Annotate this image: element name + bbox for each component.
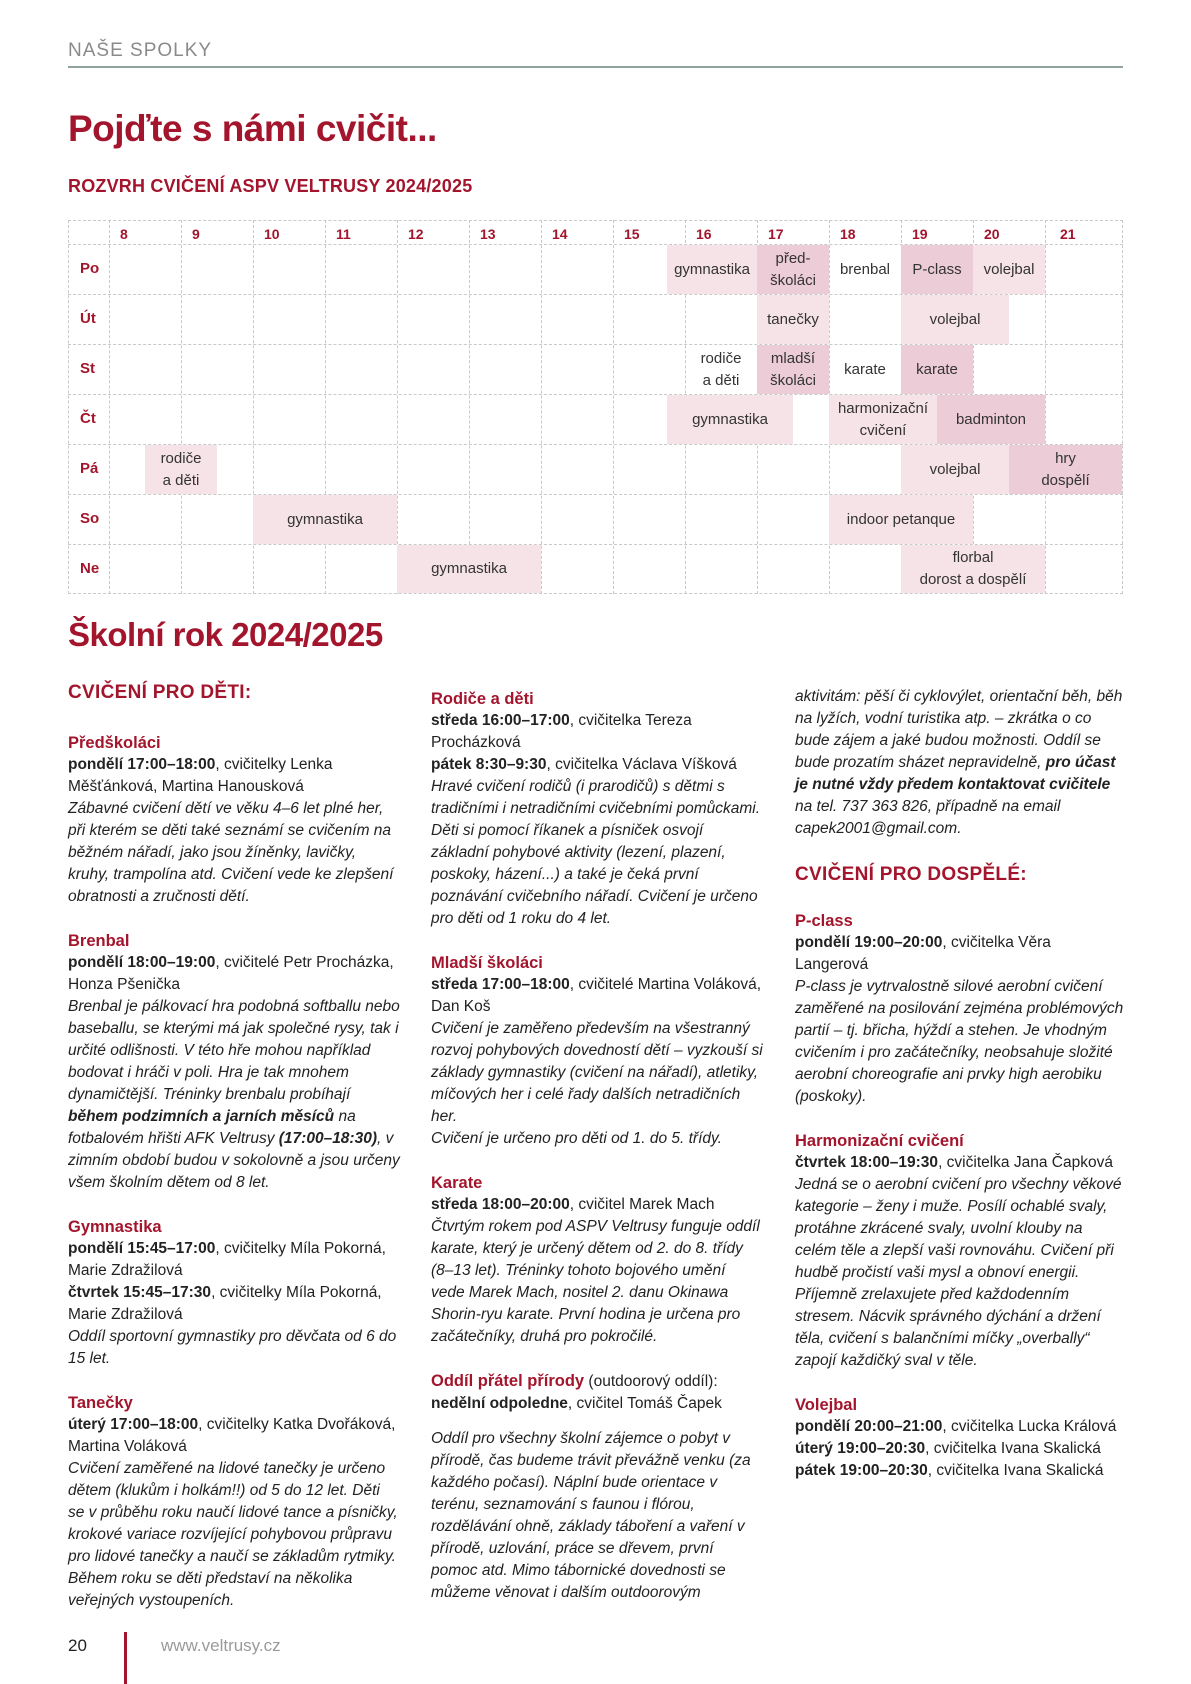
hour-label: 18 [840, 226, 856, 242]
description-text: aktivitám: pěší či cyklovýlet, orientační běh, běh na lyžích, vodní turistika atp. – zkrátka o co bude zájem a jaké budou možnosti. Oddíl se bude prozatím sházet nepravidelně, [795, 688, 1123, 771]
schedule-block [829, 345, 901, 394]
activity-description [431, 1428, 763, 1604]
activity-schedule [431, 974, 763, 1018]
column-2 [431, 688, 763, 1415]
activity-description [431, 1018, 763, 1128]
block-label: školáci [770, 271, 816, 289]
footer-divider [124, 1632, 127, 1684]
description-emphasis: během podzimních a jarních měsíců [68, 1108, 335, 1125]
schedule-block [685, 345, 757, 394]
activity-name: Karate [431, 1174, 483, 1192]
schedule-block [937, 395, 1045, 444]
page-title: Pojďte s námi cvičit... [68, 108, 437, 149]
block-label: gymnastika [692, 410, 768, 428]
hour-label: 9 [192, 226, 200, 242]
pratele-description-wrap [431, 1428, 763, 1604]
schedule-block [253, 495, 397, 544]
description-text: Zábavné cvičení dětí ve věku 4–6 let plné her, při kterém se děti také seznámí se cvičením na běžném nářadí, jako jsou žíněnky, lavičky, kruhy, trampolína atd. Cvičení vede ke zlepšení obratnosti a zručnosti dětí. [68, 800, 394, 905]
grid-line [469, 220, 470, 594]
section-label: NAŠE SPOLKY [68, 40, 213, 61]
schedule-block [667, 395, 793, 444]
block-label: florbal [952, 549, 994, 566]
activity-name: Tanečky [68, 1394, 133, 1412]
block-label: gymnastika [431, 560, 507, 577]
schedule-block [829, 495, 973, 544]
activity-schedule [68, 1238, 400, 1282]
activity-time: pondělí 15:45–17:00 [68, 1240, 216, 1257]
activity-schedule [795, 1460, 1127, 1482]
activity-trainers: , cvičitelka Tereza Procházková [431, 712, 692, 751]
hour-label: 16 [696, 226, 712, 242]
description-text: na fotbalovém hřišti AFK Veltrusy [68, 1108, 356, 1147]
day-label: Čt [80, 410, 96, 427]
activity-time: středa 16:00–17:00 [431, 712, 570, 729]
block-label: badminton [955, 410, 1027, 428]
activity-time: úterý 17:00–18:00 [68, 1416, 199, 1433]
grid-line [1122, 220, 1123, 594]
activity-trainers: , cvičitelka Věra Langerová [795, 934, 1051, 973]
activity-description [431, 776, 763, 930]
block-label: brenbal [839, 260, 891, 278]
activity-time: středa 18:00–20:00 [431, 1196, 570, 1213]
grid-line [397, 220, 398, 594]
grid-line [541, 220, 542, 594]
activity-time: pátek 19:00–20:30 [795, 1462, 928, 1479]
description-text: Jedná se o aerobní cvičení pro všechny věkové kategorie – ženy i muže. Posílí ochablé svaly, protáhne zkrácené svaly, uvolní klouby na celém těle a zlepší vaši rovnováhu. Cvičení při hudbě pročistí vaši mysl a obnoví energii. Příjemně zrelaxujete před každodenním stresem. Nácvik správného dýchání a držení těla, cvičení s balančními míčky „overbally“ zapojí každičký sval v těle. [795, 1176, 1122, 1369]
grid-line [68, 220, 1123, 221]
schedule-block [829, 245, 901, 294]
block-label: karate [844, 360, 886, 378]
block-label: indoor petanque [846, 510, 956, 528]
activity-description [431, 1216, 763, 1348]
activity-time: pondělí 17:00–18:00 [68, 756, 216, 773]
grid-line [613, 220, 614, 594]
day-label: Pá [80, 460, 99, 477]
activity-description [68, 996, 400, 1194]
block-label: mladší [770, 349, 816, 367]
description-text: Oddíl sportovní gymnastiky pro děvčata od 6 do 15 let. [68, 1328, 397, 1367]
block-label: volejbal [929, 310, 981, 328]
page-number: 20 [68, 1636, 87, 1655]
schedule-block [901, 245, 973, 294]
activity-time: středa 17:00–18:00 [431, 976, 570, 993]
activity-name: Rodiče a děti [431, 690, 534, 708]
block-label: karate [916, 360, 958, 378]
schedule-block [973, 245, 1045, 294]
schedule-table [68, 220, 1123, 594]
block-label: dospělí [1041, 471, 1090, 489]
block-label: volejbal [983, 260, 1035, 278]
activity-trainers: , cvičitelka Lucka Králová [942, 1418, 1117, 1435]
grid-line [181, 220, 182, 594]
block-label: rodiče [700, 349, 742, 367]
activity-trainers: , cvičitel Marek Mach [569, 1196, 715, 1213]
schedule-block [901, 445, 1009, 494]
activity-time: pondělí 19:00–20:00 [795, 934, 943, 951]
activity-schedule [431, 1194, 763, 1216]
activity-description [68, 1458, 400, 1612]
hour-label: 15 [624, 226, 640, 242]
activity-trainers: , cvičitelka Václava Víšková [546, 756, 737, 773]
hour-label: 19 [912, 226, 928, 242]
activity-trainers: , cvičitelky Míla Pokorná, Marie Zdražilová [68, 1240, 386, 1279]
schedule-block [1009, 445, 1122, 494]
block-label: rodiče [160, 449, 202, 467]
grid-line [68, 593, 1123, 594]
block-label: harmonizační [837, 399, 929, 417]
schedule-block [667, 245, 757, 294]
activity-time: nedělní odpoledne [431, 1395, 568, 1412]
activity-trainers: , cvičitelka Ivana Skalická [925, 1440, 1101, 1457]
block-label: školáci [770, 371, 816, 389]
hour-label: 21 [1060, 226, 1076, 242]
schedule-block [829, 395, 937, 444]
day-label: St [80, 360, 95, 377]
kids-heading: CVIČENÍ PRO DĚTI: [68, 682, 252, 703]
block-label: gymnastika [674, 260, 750, 278]
hour-label: 14 [552, 226, 568, 242]
header-rule [68, 66, 1123, 68]
activity-trainers: , cvičitelka Jana Čapková [938, 1154, 1113, 1171]
block-label: a děti [162, 471, 200, 489]
schedule-block [757, 295, 829, 344]
description-text: Brenbal je pálkovací hra podobná softballu nebo baseballu, se kterými má jak společné rysy, tak i určité odlišnosti. V této hře mohou například bodovat i hráči v poli. Hra je tak mnohem dynamičtější. Tréninky brenbalu probíhají [68, 998, 400, 1103]
activity-name: Brenbal [68, 932, 130, 950]
activity-description [68, 798, 400, 908]
block-label: volejbal [929, 460, 981, 478]
activity-schedule [795, 1416, 1127, 1438]
activity-schedule [68, 1282, 400, 1326]
description-text: Hravé cvičení rodičů (i prarodičů) s dětmi s tradičními i netradičními cvičebními pomůckami. Děti si pomocí říkanek a písniček osvojí základní pohybové aktivity (lezení, plazení, poskoky, házení...) a také je čeká první poznávání cvičebního nářadí. Cvičení je určeno pro děti od 1 roku do 4 let. [431, 778, 761, 927]
activity-description [68, 1326, 400, 1370]
block-label: hry [1055, 449, 1076, 467]
schedule-block [757, 245, 829, 294]
activity-schedule [431, 754, 763, 776]
activity-schedule [795, 1152, 1127, 1174]
grid-line [68, 220, 69, 594]
activity-time: pondělí 18:00–19:00 [68, 954, 216, 971]
activity-description [431, 1128, 763, 1150]
activity-trainers: , cvičitelky Lenka Měšťánková, Martina Hanousková [68, 756, 333, 795]
description-text: Oddíl pro všechny školní zájemce o pobyt v přírodě, čas budeme trávit převážně venku (za každého počasí). Náplní bude orientace v terénu, seznamování s faunou i flórou, rozdělávání ohně, základy táboření a vaření v přírodě, uzlování, práce se dřevem, první pomoc atd. Mimo tábornické dovednosti se můžeme věnovat i dalším outdoorovým [431, 1430, 751, 1601]
activity-schedule [795, 932, 1127, 976]
activity-name: P-class [795, 912, 853, 930]
hour-label: 17 [768, 226, 784, 242]
block-label: tanečky [767, 310, 819, 328]
activity-time: pátek 8:30–9:30 [431, 756, 547, 773]
grid-line [109, 220, 110, 594]
activity-subtitle: (outdoorový oddíl): [584, 1373, 718, 1390]
activity-time: čtvrtek 15:45–17:30 [68, 1284, 212, 1301]
activity-schedule [68, 952, 400, 996]
description-text: P-class je vytrvalostně silové aerobní cvičení zaměřené na posilování zejména problémových partií – tj. břicha, hýždí a stehen. Je vhodným cvičením i pro začátečníky, neobsahuje složité aerobní choreografie ani prvky high aerobiku (poskoky). [795, 978, 1124, 1105]
schedule-block [901, 295, 1009, 344]
description-text: , v zimním období budou v sokolovně a jsou určeny všem školním dětem od 8 let. [68, 1130, 400, 1191]
activity-time: čtvrtek 18:00–19:30 [795, 1154, 939, 1171]
activity-name: Mladší školáci [431, 954, 543, 972]
activity-trainers: , cvičitelky Míla Pokorná, Marie Zdražilová [68, 1284, 382, 1323]
hour-label: 12 [408, 226, 424, 242]
activity-trainers: , cvičitelka Ivana Skalická [927, 1462, 1104, 1479]
description-text: Cvičení zaměřené na lidové tanečky je určeno dětem (klukům i holkám!!) od 5 do 12 let. Děti se v průběhu roku naučí lidové tance a písničky, krokové variace rozvíjející pohybovou průpravu pro lidové tanečky a naučí se základům rytmiky. Během roku se děti představí na několika veřejných vystoupeních. [68, 1460, 398, 1609]
hour-label: 8 [120, 226, 128, 242]
activity-schedule [431, 1393, 763, 1415]
activity-name: Gymnastika [68, 1218, 162, 1236]
grid-line [1045, 220, 1046, 594]
day-label: Po [80, 260, 100, 277]
activity-trainers: , cvičitelky Katka Dvořáková, Martina Voláková [68, 1416, 396, 1455]
hour-label: 11 [336, 226, 351, 242]
day-label: Út [80, 310, 96, 327]
schedule-block [757, 345, 829, 394]
day-label: So [80, 510, 100, 527]
footer-link[interactable]: www.veltrusy.cz [161, 1636, 281, 1655]
hour-label: 13 [480, 226, 496, 242]
hour-label: 20 [984, 226, 1000, 242]
activity-description [795, 686, 1127, 840]
block-label: gymnastika [287, 510, 363, 528]
description-emphasis: (17:00–18:30) [278, 1130, 377, 1147]
description-text: na tel. 737 363 826, případně na email capek2001@gmail.com. [795, 798, 1061, 837]
schedule-block [145, 445, 217, 494]
activity-name: Volejbal [795, 1396, 858, 1414]
block-label: před- [775, 249, 811, 267]
activity-time: pondělí 20:00–21:00 [795, 1418, 943, 1435]
activity-description [795, 976, 1127, 1108]
activity-schedule [431, 710, 763, 754]
adults-heading: CVIČENÍ PRO DOSPĚLÉ: [795, 864, 1027, 885]
activity-trainers: , cvičitelé Martina Voláková, Dan Koš [431, 976, 762, 1015]
hour-label: 10 [264, 226, 280, 242]
activity-heading-line [431, 1370, 763, 1393]
school-year-title: Školní rok 2024/2025 [68, 616, 383, 653]
block-label: cvičení [859, 421, 907, 439]
activity-trainers: , cvičitelé Petr Procházka, Honza Pšenička [68, 954, 394, 993]
activity-trainers: , cvičitel Tomáš Čapek [567, 1395, 722, 1412]
activity-schedule [68, 1414, 400, 1458]
block-label: a děti [702, 371, 740, 389]
activity-name: Předškoláci [68, 734, 161, 752]
column-3-content [795, 686, 1127, 1482]
activity-schedule [68, 754, 400, 798]
activity-description [795, 1174, 1127, 1372]
schedule-block [901, 545, 1045, 593]
schedule-block [397, 545, 541, 593]
description-text: Cvičení je určeno pro děti od 1. do 5. třídy. [431, 1130, 722, 1147]
activity-name: Oddíl přátel přírody [431, 1372, 585, 1390]
column-1 [68, 680, 400, 1612]
block-label: dorost a dospělí [919, 571, 1027, 588]
day-label: Ne [80, 560, 100, 577]
activity-time: úterý 19:00–20:30 [795, 1440, 926, 1457]
schedule-title: ROZVRH CVIČENÍ ASPV VELTRUSY 2024/2025 [68, 176, 473, 196]
description-text: Cvičení je zaměřeno především na všestranný rozvoj pohybových dovedností dětí – vyzkouší si základy gymnastiky (cvičení na nářadí), atletiky, míčových her i celé řady dalších netradičních her. [431, 1020, 763, 1125]
description-text: Čtvrtým rokem pod ASPV Veltrusy funguje oddíl karate, který je určený dětem od 2. do 8. třídy (8–13 let). Tréninky tohoto bojového umění vede Marek Mach, nositel 2. danu Okinawa Shorin-ryu karate. První hodina je určena pro začátečníky, druhá pro pokročilé. [431, 1218, 760, 1345]
block-label: P-class [912, 260, 962, 278]
description-emphasis: pro účast je nutné vždy předem kontaktovat cvičitele [795, 754, 1116, 793]
activity-schedule [795, 1438, 1127, 1460]
schedule-block [901, 345, 973, 394]
activity-name: Harmonizační cvičení [795, 1132, 964, 1150]
